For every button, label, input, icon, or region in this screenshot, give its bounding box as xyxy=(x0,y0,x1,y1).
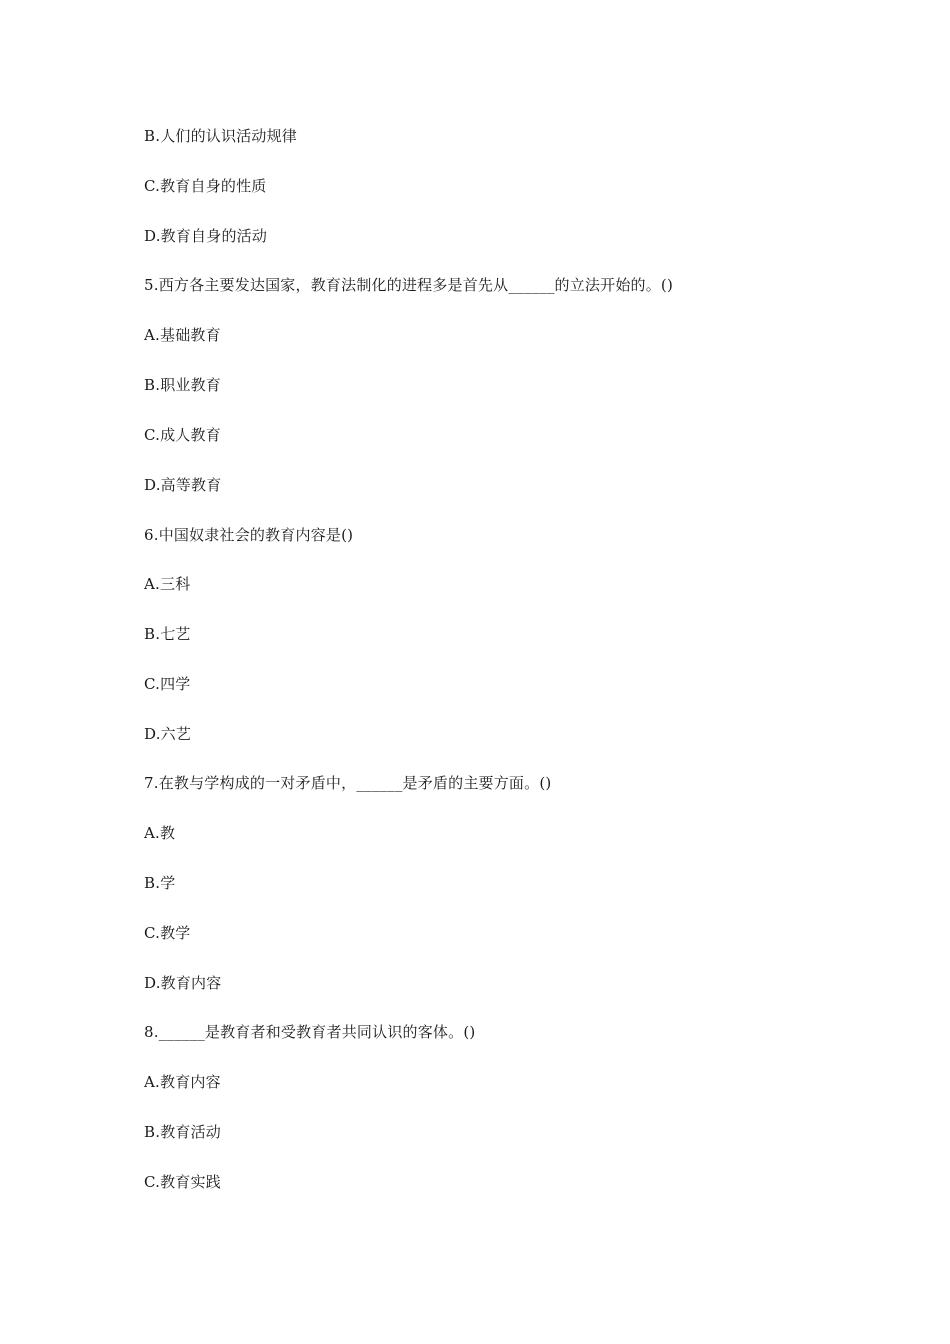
question-8: 8.______是教育者和受教育者共同认识的客体。() xyxy=(144,1023,476,1041)
option-c-q6: C.四学 xyxy=(144,675,191,693)
option-b-q8: B.教育活动 xyxy=(144,1123,221,1141)
question-7: 7.在教与学构成的一对矛盾中，______是矛盾的主要方面。() xyxy=(144,774,552,792)
option-b-q7: B.学 xyxy=(144,874,176,892)
option-c-q4: C.教育自身的性质 xyxy=(144,177,267,195)
option-a-q8: A.教育内容 xyxy=(144,1073,221,1091)
option-d-q6: D.六艺 xyxy=(144,725,192,743)
option-a-q7: A.教 xyxy=(144,824,176,842)
option-c-q8: C.教育实践 xyxy=(144,1173,221,1191)
option-b-q6: B.七艺 xyxy=(144,625,191,643)
option-b-q5: B.职业教育 xyxy=(144,376,221,394)
option-d-q4: D.教育自身的活动 xyxy=(144,227,268,245)
question-5: 5.西方各主要发达国家，教育法制化的进程多是首先从______的立法开始的。() xyxy=(144,276,674,294)
option-d-q7: D.教育内容 xyxy=(144,974,222,992)
option-c-q7: C.教学 xyxy=(144,924,191,942)
option-c-q5: C.成人教育 xyxy=(144,426,221,444)
option-b-q4: B.人们的认识活动规律 xyxy=(144,127,297,145)
question-6: 6.中国奴隶社会的教育内容是() xyxy=(144,526,354,544)
option-a-q5: A.基础教育 xyxy=(144,326,221,344)
option-a-q6: A.三科 xyxy=(144,575,191,593)
option-d-q5: D.高等教育 xyxy=(144,476,222,494)
